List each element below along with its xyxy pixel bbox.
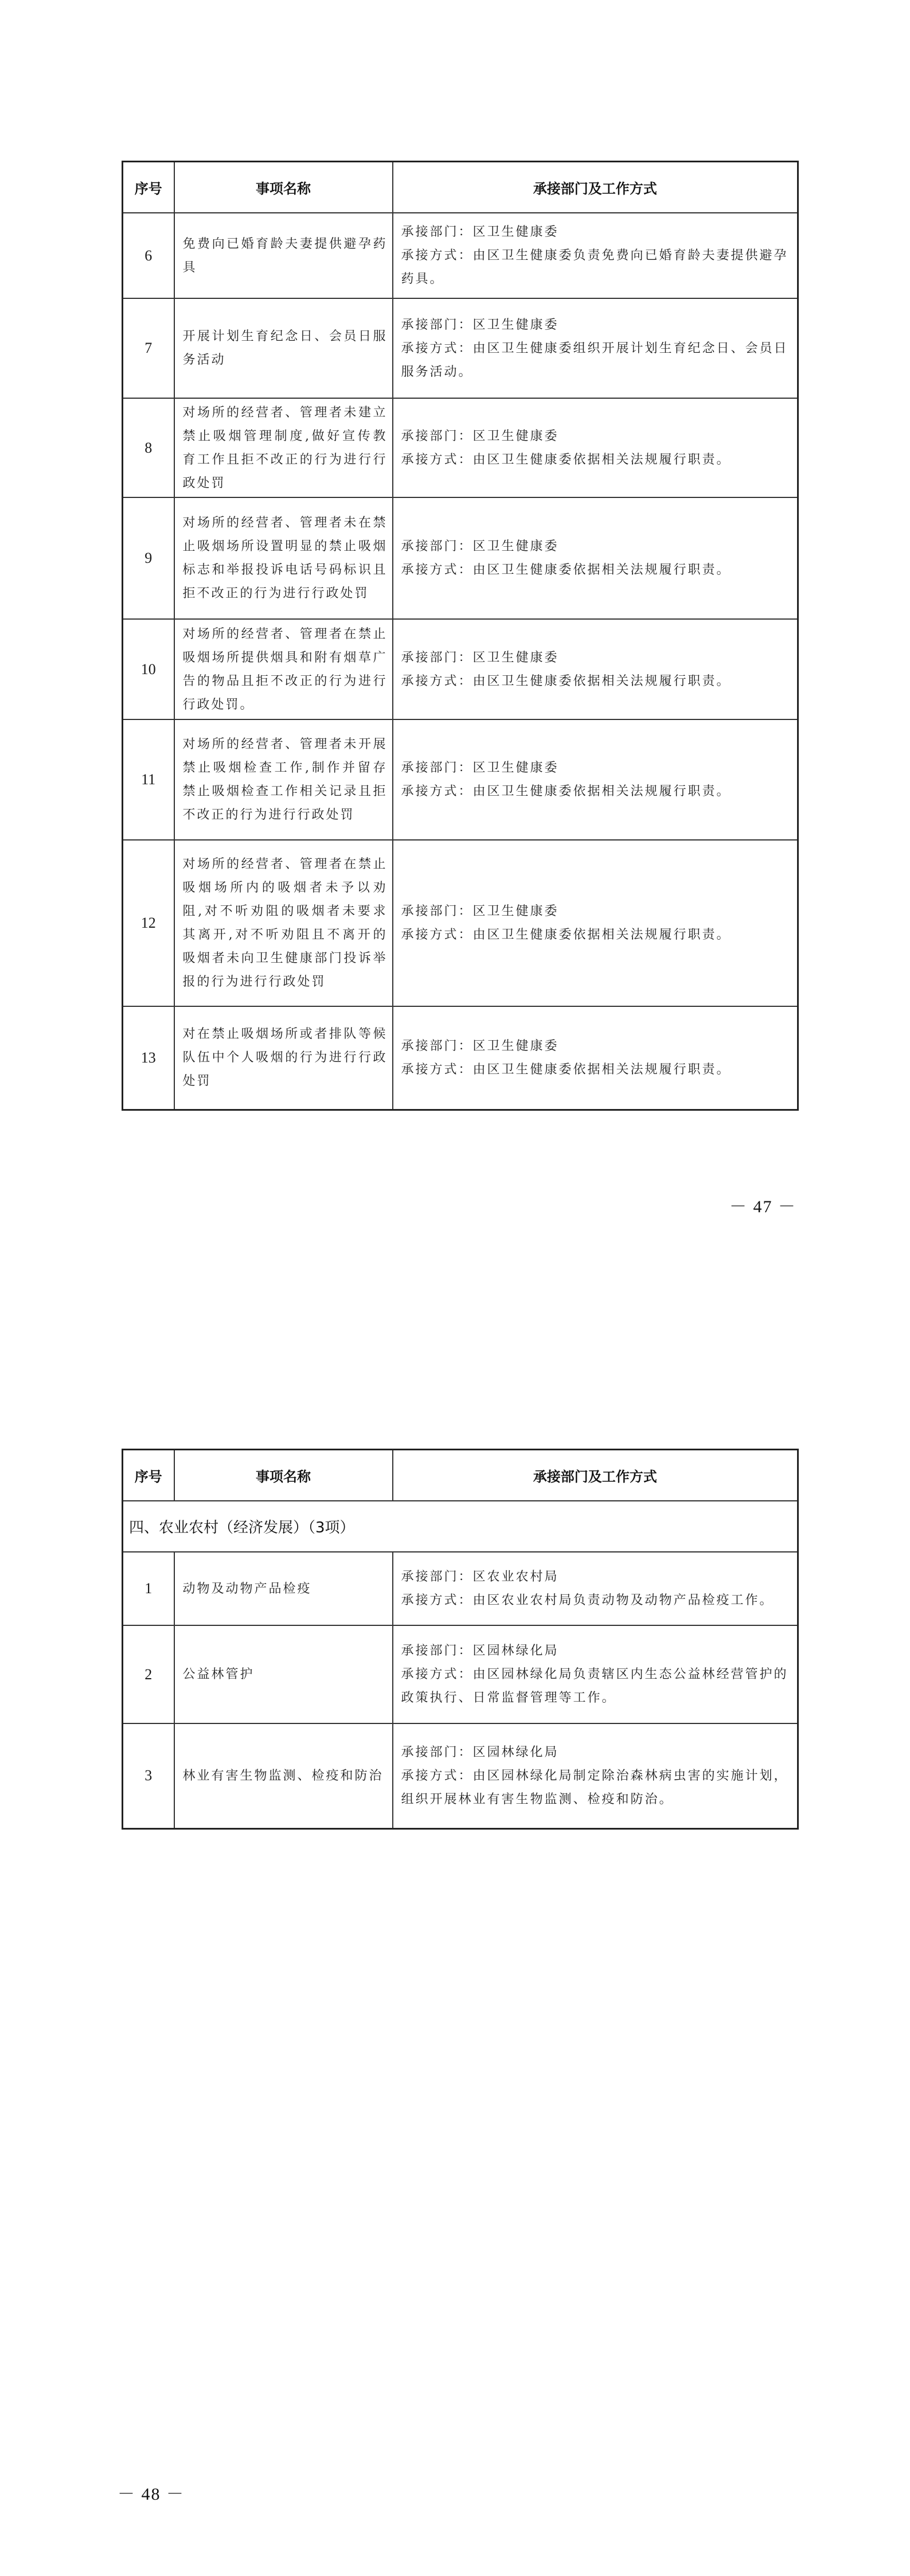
department-method — [393, 398, 798, 497]
table-row — [123, 497, 798, 619]
department-method — [393, 1552, 798, 1625]
method-line: 承接方式：由区园林绿化局制定除治森林病虫害的实施计划，组织开展林业有害生物监测、检疫和防治。 — [401, 1768, 788, 1807]
method-line: 承接方式：由区卫生健康委依据相关法规履行职责。 — [401, 452, 731, 467]
header-department-method: 承接部门及工作方式 — [393, 1450, 798, 1501]
row-index: 8 — [123, 398, 174, 497]
section-title: 四、农业农村（经济发展）（3项） — [123, 1501, 798, 1552]
table-header-row — [123, 1450, 798, 1501]
method-line: 承接方式：由区卫生健康委依据相关法规履行职责。 — [401, 784, 731, 799]
row-index: 7 — [123, 298, 174, 398]
method-line: 承接方式：由区卫生健康委组织开展计划生育纪念日、会员日服务活动。 — [401, 341, 788, 379]
table-row — [123, 298, 798, 398]
department-method — [393, 840, 798, 1006]
table-row — [123, 213, 798, 298]
header-department-method: 承接部门及工作方式 — [393, 162, 798, 213]
department-method — [393, 1723, 798, 1828]
item-name: 公益林管护 — [174, 1625, 393, 1723]
header-item-name: 事项名称 — [174, 1450, 393, 1501]
method-line: 承接方式：由区农业农村局负责动物及动物产品检疫工作。 — [401, 1593, 774, 1608]
item-name: 对在禁止吸烟场所或者排队等候队伍中个人吸烟的行为进行行政处罚 — [174, 1006, 393, 1110]
item-name: 对场所的经营者、管理者在禁止吸烟场所内的吸烟者未予以劝阻,对不听劝阻的吸烟者未要求其离开,对不听劝阻且不离开的吸烟者未向卫生健康部门投诉举报的行为进行行政处罚 — [174, 840, 393, 1006]
table-row — [123, 1552, 798, 1625]
table-row — [123, 840, 798, 1006]
method-line: 承接方式：由区卫生健康委负责免费向已婚育龄夫妻提供避孕药具。 — [401, 248, 788, 286]
department-line: 承接部门：区卫生健康委 — [401, 429, 559, 443]
department-method — [393, 213, 798, 298]
row-index: 6 — [123, 213, 174, 298]
item-name: 对场所的经营者、管理者未建立禁止吸烟管理制度,做好宣传教育工作且拒不改正的行为进行行政处罚 — [174, 398, 393, 497]
method-line: 承接方式：由区卫生健康委依据相关法规履行职责。 — [401, 563, 731, 577]
department-line: 承接部门：区卫生健康委 — [401, 317, 559, 332]
row-index: 11 — [123, 719, 174, 840]
row-index: 13 — [123, 1006, 174, 1110]
department-line: 承接部门：区园林绿化局 — [401, 1745, 559, 1760]
method-line: 承接方式：由区园林绿化局负责辖区内生态公益林经营管护的政策执行、日常监督管理等工作。 — [401, 1667, 788, 1705]
table-header-row — [123, 162, 798, 213]
header-item-name: 事项名称 — [174, 162, 393, 213]
items-table-page-47 — [122, 161, 799, 1111]
method-line: 承接方式：由区卫生健康委依据相关法规履行职责。 — [401, 1062, 731, 1077]
department-method — [393, 1006, 798, 1110]
table-row — [123, 1625, 798, 1723]
table-row — [123, 619, 798, 719]
item-name: 对场所的经营者、管理者未在禁止吸烟场所设置明显的禁止吸烟标志和举报投诉电话号码标识且拒不改正的行为进行行政处罚 — [174, 497, 393, 619]
item-name: 动物及动物产品检疫 — [174, 1552, 393, 1625]
row-index: 3 — [123, 1723, 174, 1828]
items-table-page-48 — [122, 1449, 799, 1830]
department-method — [393, 298, 798, 398]
method-line: 承接方式：由区卫生健康委依据相关法规履行职责。 — [401, 928, 731, 942]
page-number: － 47 － — [729, 1197, 796, 1216]
row-index: 10 — [123, 619, 174, 719]
department-line: 承接部门：区卫生健康委 — [401, 761, 559, 775]
header-index: 序号 — [123, 162, 174, 213]
department-line: 承接部门：区园林绿化局 — [401, 1644, 559, 1658]
item-name: 对场所的经营者、管理者在禁止吸烟场所提供烟具和附有烟草广告的物品且拒不改正的行为进行行政处罚。 — [174, 619, 393, 719]
table-row — [123, 719, 798, 840]
row-index: 12 — [123, 840, 174, 1006]
row-index: 9 — [123, 497, 174, 619]
department-method — [393, 719, 798, 840]
department-line: 承接部门：区卫生健康委 — [401, 539, 559, 554]
row-index: 1 — [123, 1552, 174, 1625]
header-index: 序号 — [123, 1450, 174, 1501]
table-row — [123, 1723, 798, 1828]
page-number: － 48 － — [118, 2485, 185, 2504]
department-method — [393, 497, 798, 619]
department-line: 承接部门：区卫生健康委 — [401, 1038, 559, 1053]
item-name: 免费向已婚育龄夫妻提供避孕药具 — [174, 213, 393, 298]
item-name: 林业有害生物监测、检疫和防治 — [174, 1723, 393, 1828]
item-name: 开展计划生育纪念日、会员日服务活动 — [174, 298, 393, 398]
table-row — [123, 398, 798, 497]
department-line: 承接部门：区卫生健康委 — [401, 650, 559, 665]
department-line: 承接部门：区农业农村局 — [401, 1570, 559, 1584]
item-name: 对场所的经营者、管理者未开展禁止吸烟检查工作,制作并留存禁止吸烟检查工作相关记录且拒不改正的行为进行行政处罚 — [174, 719, 393, 840]
department-line: 承接部门：区卫生健康委 — [401, 904, 559, 919]
table-row — [123, 1006, 798, 1110]
department-method — [393, 1625, 798, 1723]
row-index: 2 — [123, 1625, 174, 1723]
section-row — [123, 1501, 798, 1552]
method-line: 承接方式：由区卫生健康委依据相关法规履行职责。 — [401, 674, 731, 688]
department-method — [393, 619, 798, 719]
department-line: 承接部门：区卫生健康委 — [401, 225, 559, 239]
